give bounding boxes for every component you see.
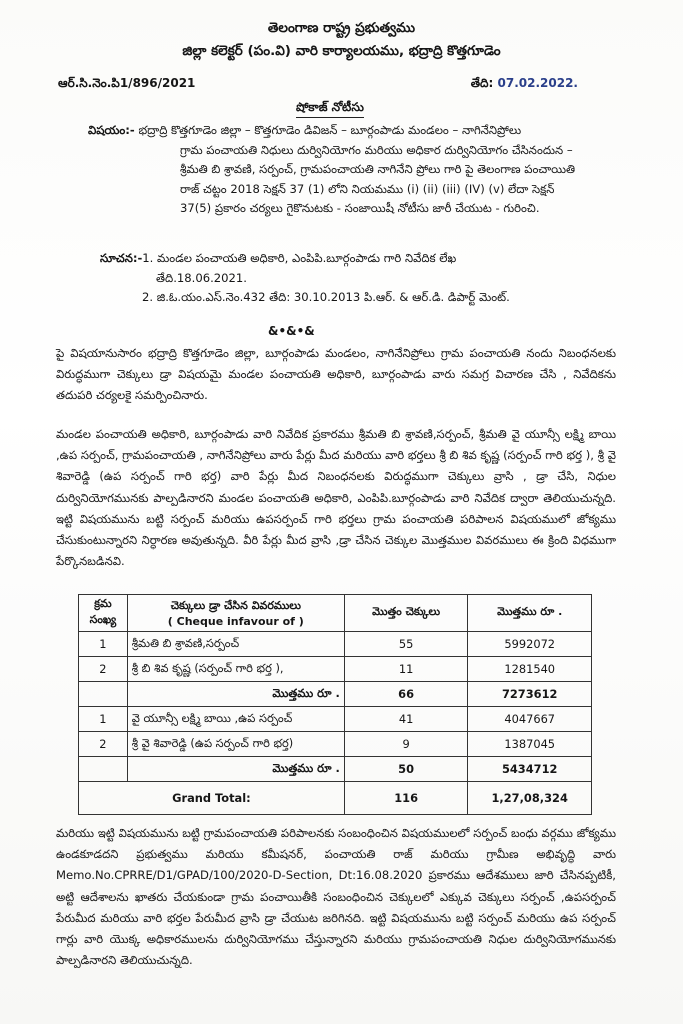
grand-total-count: 116 — [344, 782, 468, 815]
reference-2: 2. జి.ఓ.యం.ఎస్.నెం.432 తేది: 30.10.2013 పి.ఆర్. & ఆర్.డి. డిపార్ట్ మెంట్. — [142, 290, 510, 304]
date-value: 07.02.2022. — [497, 76, 578, 90]
header-details: చెక్కులు డ్రా చేసిన వివరములు ( Cheque infavour of ) — [127, 595, 344, 632]
header-amount: మొత్తము రూ . — [468, 595, 592, 632]
table-row: 1 శ్రీమతి బి శ్రావణి,సర్పంచ్ 55 5992072 — [79, 632, 592, 657]
separator: &•&•& — [268, 324, 315, 338]
reference-number: ఆర్.సి.నెం.పి1/896/2021 — [58, 76, 196, 90]
header-count: మొత్తం చెక్కులు — [344, 595, 468, 632]
subtotal-row: మొత్తము రూ . 66 7273612 — [79, 682, 592, 707]
paragraph-1: పై విషయానుసారం భద్రాద్రి కొత్తగూడెం జిల్లా, బూర్గంపాడు మండలం, నాగినేనిప్రోలు గ్రామ పంచాయతి నందు నిబంధనలకు విరుద్ధముగా చెక్కులు డ్రా విషయమై మండల పంచాయతి అధికారి, బూర్గంపాడు వారు సమగ్ర విచారణ చేసి , నివేదికను తదుపరి చర్యలకై సమర్పించినారు. — [56, 346, 616, 403]
subject-line: 37(5) ప్రకారం చర్యలు గైకొనుటకు - సంజాయిషీ నోటీసు జారీ చేయుట - గురించి. — [180, 201, 540, 215]
government-header: తెలంగాణ రాష్ట్ర ప్రభుత్వము — [267, 20, 416, 36]
paragraph-2: మండల పంచాయతి అధికారి, బూర్గంపాడు వారి నివేదిక ప్రకారము శ్రీమతి బి శ్రావణి,సర్పంచ్, శ్రీమతి వై యూన్సీ లక్ష్మి బాయి ,ఉప సర్పంచ్, గ్రామపంచాయతి , నాగినేనిప్రోలు వారు పేర్లు మీద మరియు వారి భర్తలు శ్రీ బి శివ కృష్ణ (సర్పంచ్ గారి భర్త ), శ్రీ వై శివారెడ్డి (ఉప సర్పంచ్ గారి భర్త) వారి పేర్లు మీద నిబంధనలకు విరుద్ధముగా చెక్కులు వ్రాసి , డ్రా చేసి, నిధుల దుర్వినియోగమునకు పాల్పడినారని మండల పంచాయతి అధికారి, ఎంపిపి.బూర్గంపాడు వారి నివేదిక ద్వారా తెలియుచున్నది. ఇట్టి విషయమును బట్టి సర్పంచ్ మరియు ఉపసర్పంచ్ గారి భర్తలు గ్రామ పంచాయతి పరిపాలన విషయములో జోక్యము చేసుకుంటున్నారని నిర్ధారణ అవుతున్నది. వీరి పేర్లు మీద వ్రాసి ,డ్రా చేసిన చెక్కుల మొత్తముల వివరములు ఈ క్రింది విధముగా పేర్కొనబడినవి. — [56, 427, 616, 569]
reference-1-date: తేది.18.06.2021. — [156, 270, 247, 285]
reference-1: సూచన:-1. మండల పంచాయతి అధికారి, ఎంపిపి.బూర్గంపాడు గారి నివేదిక లేఖ — [100, 251, 457, 265]
subject-label: విషయం:- — [88, 123, 135, 137]
subject-block — [88, 121, 588, 219]
table-row: 1 వై యూన్సీ లక్ష్మి బాయి ,ఉప సర్పంచ్ 41 4047667 — [79, 707, 592, 732]
grand-total-amount: 1,27,08,324 — [468, 782, 592, 815]
notice-title: షోకాజ్ నోటీసు — [296, 100, 364, 118]
table-row: 2 శ్రీ బి శివ కృష్ణ (సర్పంచ్ గారి భర్త ), 11 1281540 — [79, 657, 592, 682]
subject-line: విషయం:- భద్రాద్రి కొత్తగూడెం జిల్లా – కొత్తగూడెం డివిజన్ – బూర్గంపాడు మండలం – నాగినేనిప్రోలు — [88, 123, 522, 137]
grand-total-row — [79, 782, 592, 815]
table-row: 2 శ్రీ వై శివారెడ్డి (ఉప సర్పంచ్ గారి భర్త) 9 1387045 — [79, 732, 592, 757]
cheque-details-table — [78, 594, 592, 815]
subject-line: గ్రామ పంచాయతి నిధులు దుర్వినియోగం మరియు అధికార దుర్వినియోగం చేసినందున – — [180, 142, 573, 157]
header-sno: క్రమ సంఖ్య — [79, 595, 128, 632]
office-header: జిల్లా కలెక్టర్ (పం.వి) వారి కార్యాలయము, భద్రాద్రి కొత్తగూడెం — [182, 43, 501, 59]
subtotal-row: మొత్తము రూ . 50 5434712 — [79, 757, 592, 782]
date-label: తేది: — [470, 76, 494, 90]
date-block — [471, 76, 578, 93]
references-label: సూచన:- — [100, 251, 143, 265]
paragraph-3: మరియు ఇట్టి విషయమును బట్టి గ్రామపంచాయతి పరిపాలనకు సంబంధించిన విషయములలో సర్పంచ్ బంధు వర్గము జోక్యము ఉండకూడదని ప్రభుత్వము మరియు కమీషనర్, పంచాయతి రాజ్ మరియు గ్రామీణ అభివృద్ధి వారు Memo.No.CPRRE/D1/GPAD/100/2020-D-Section, Dt:16.08.2020 ప్రకారము ఆదేశములు జారి చేసినప్పటికీ, అట్టి ఆదేశాలను ఖాతరు చేయకుండా గ్రామ పంచాయితీకి సంబంధించిన చెక్కులలో ఎక్కువ చెక్కులు సర్పంచ్ ,ఉపసర్పంచ్ పేరుమీద మరియు వారి భర్తల పేరుమీద వ్రాసి డ్రా చేయుట జరిగినది. ఇట్టి విషయమును బట్టి సర్పంచ్ మరియు ఉప సర్పంచ్ గార్లు వారి యొక్క అధికారములను దుర్వినియోగము చేస్తున్నారని మరియు గ్రామపంచాయతి నిధుల దుర్వినియోగమునకు పాల్పడినారని తెలియుచున్నది. — [56, 826, 616, 968]
grand-total-label: Grand Total: — [79, 782, 345, 815]
subject-line: రాజ్ చట్టం 2018 సెక్షన్ 37 (1) లోని నియమము (i) (ii) (iii) (IV) (v) లేదా సెక్షన్ — [180, 181, 555, 196]
table-header-row — [79, 595, 592, 632]
subject-line: శ్రీమతి బి శ్రావణి, సర్పంచ్, గ్రామపంచాయతి నాగినేని ప్రోలు గారి పై తెలంగాణ పంచాయితి — [180, 162, 576, 176]
references-block — [100, 249, 600, 308]
